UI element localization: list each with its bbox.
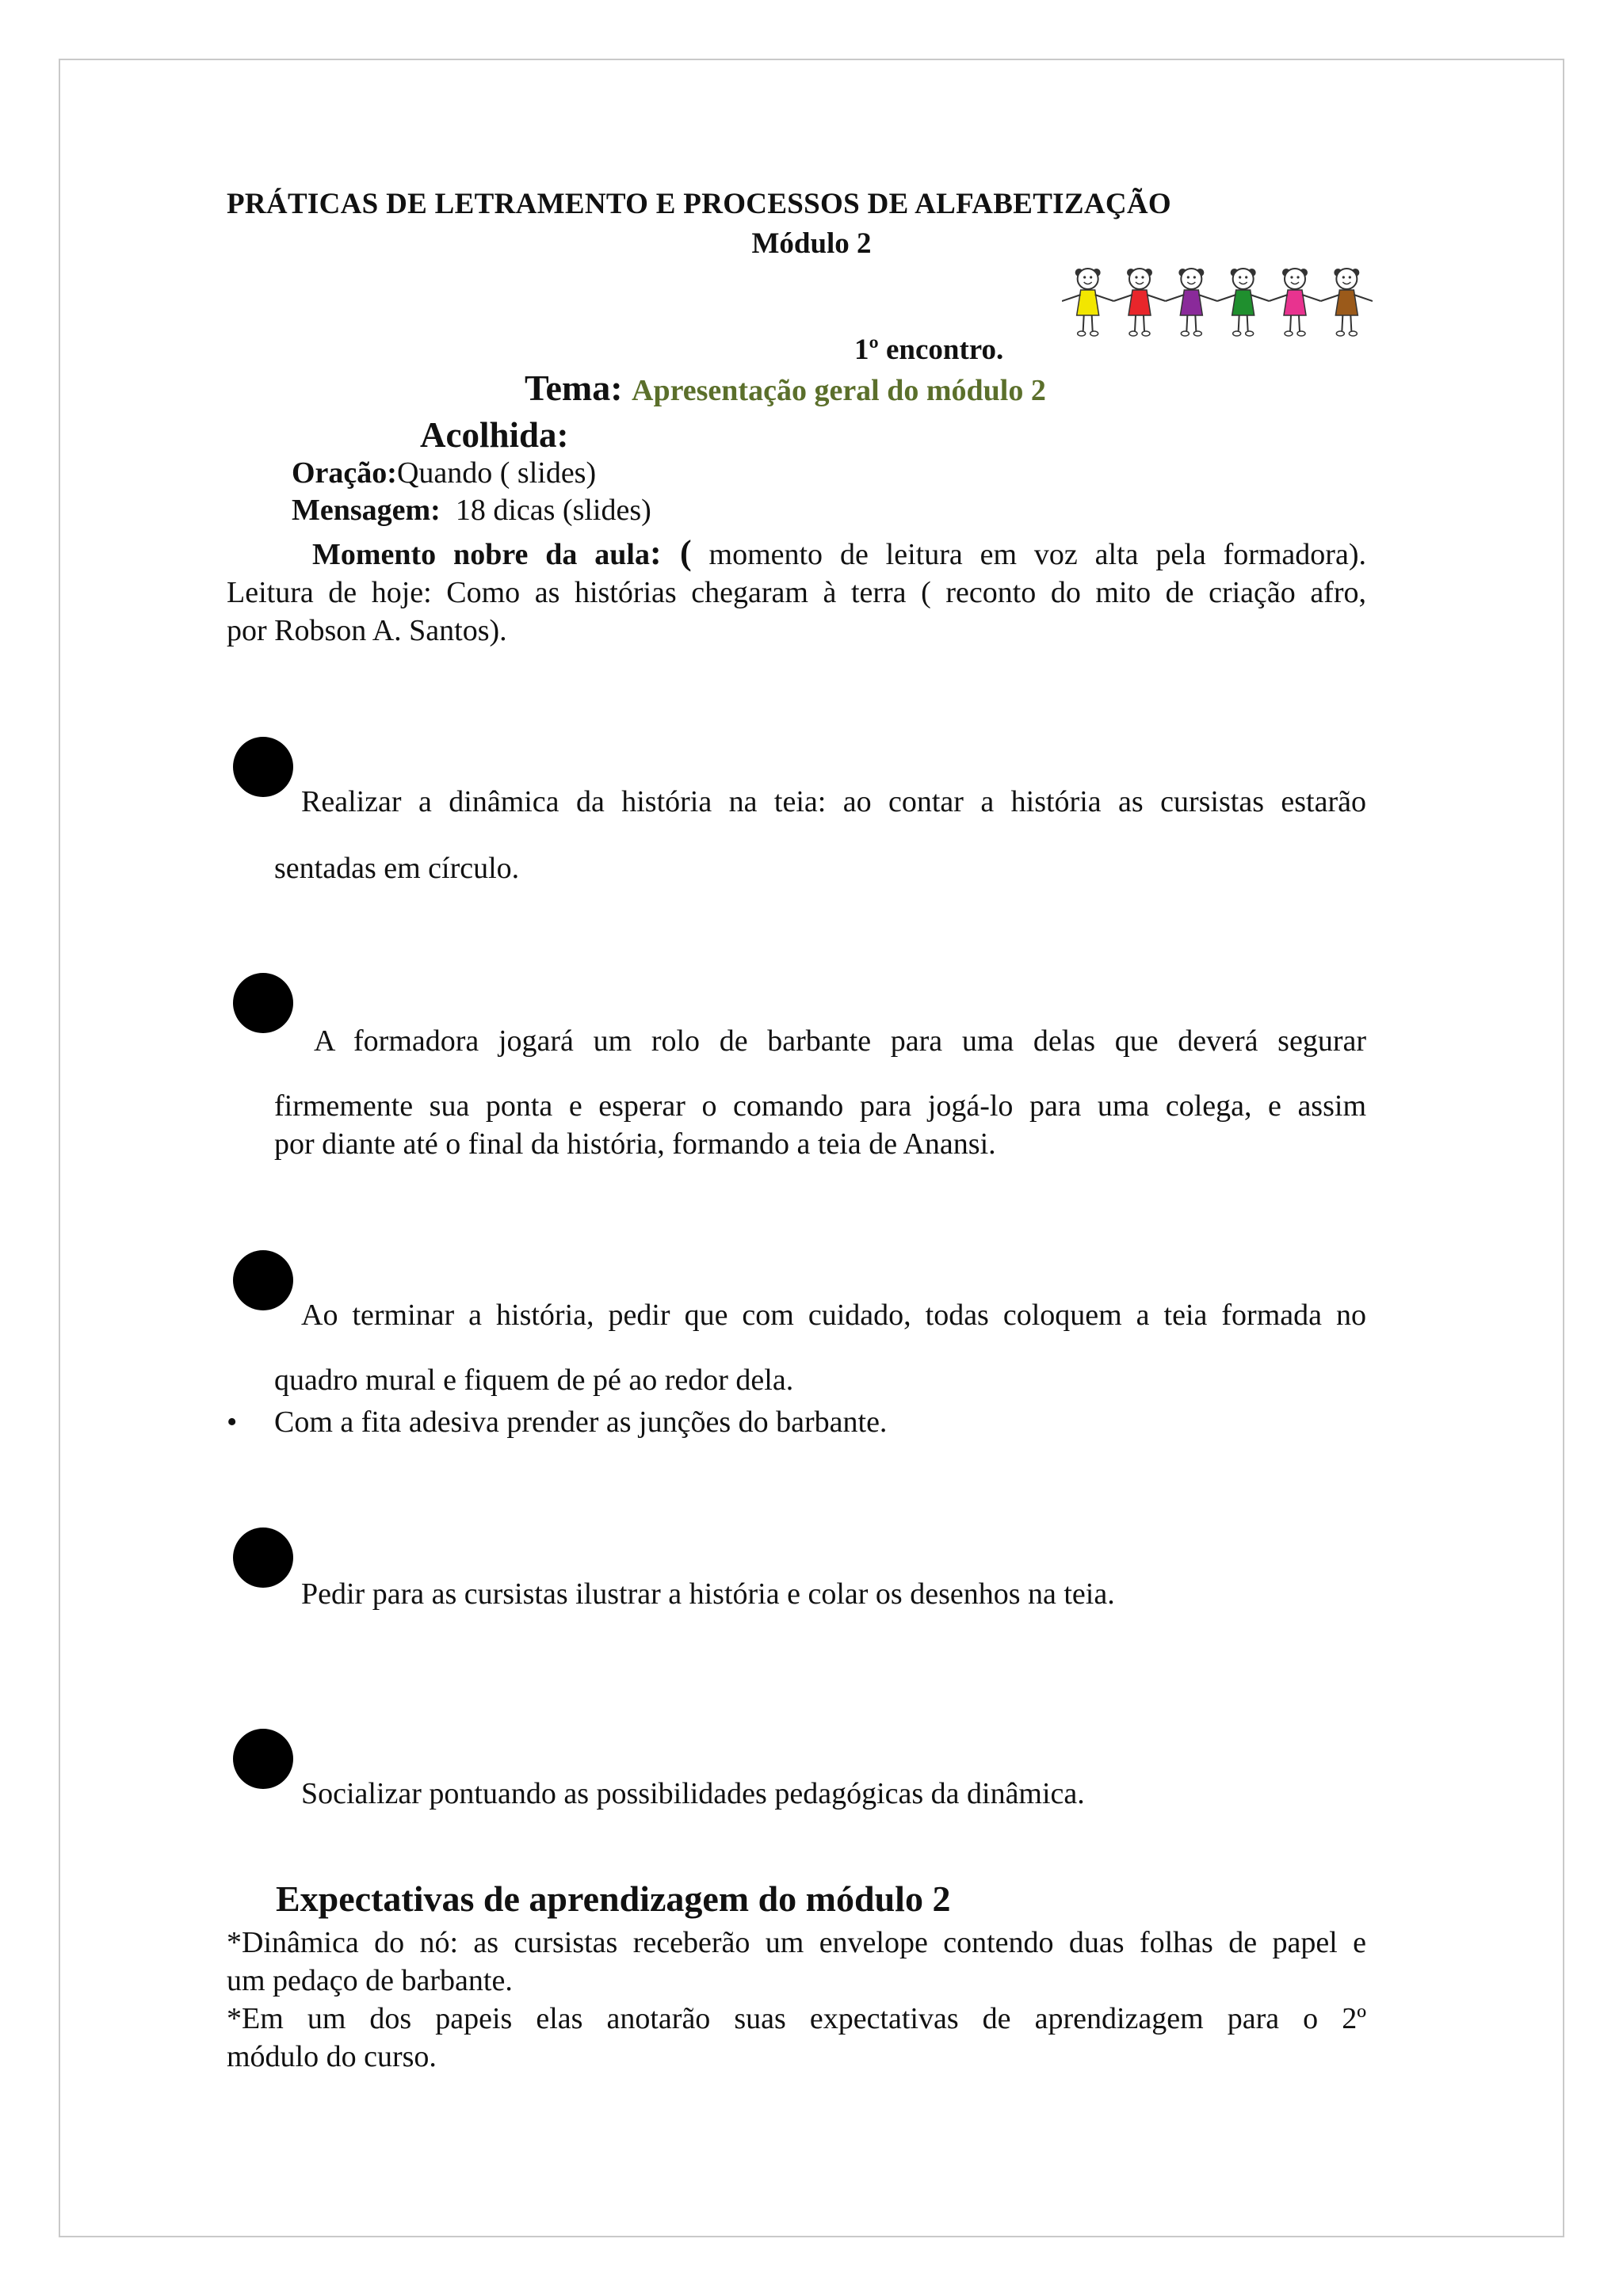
list-item-line: quadro mural e fiquem de pé ao redor dela. — [274, 1363, 794, 1397]
oracao-line — [292, 456, 596, 490]
momento-line3: por Robson A. Santos). — [227, 614, 507, 647]
encounter-label: 1º encontro. — [854, 334, 1004, 366]
expectativas-line: *Em um dos papeis elas anotarão suas expectativas de aprendizagem para o 2º — [227, 2002, 1366, 2035]
document-title: PRÁTICAS DE LETRAMENTO E PROCESSOS DE ALFABETIZAÇÃO — [227, 188, 1172, 220]
list-item — [274, 1296, 1366, 1399]
list-item-line: A formadora jogará um rolo de barbante para uma delas que deverá segurar — [314, 1024, 1366, 1058]
momento-paragraph — [227, 534, 1366, 650]
sub-bullet — [227, 1405, 237, 1440]
expectativas-line: módulo do curso. — [227, 2040, 437, 2073]
tema-line — [525, 367, 1046, 409]
momento-label: Momento nobre da aula — [312, 538, 650, 571]
list-item — [274, 1775, 1366, 1813]
expectativas-heading: Expectativas de aprendizagem do módulo 2 — [276, 1878, 951, 1919]
expectativas-paragraph — [227, 1924, 1366, 2076]
list-item-line: Pedir para as cursistas ilustrar a história e colar os desenhos na teia. — [301, 1577, 1115, 1611]
list-item-line: por diante até o final da história, formando a teia de Anansi. — [274, 1127, 996, 1161]
list-item-line: sentadas em círculo. — [274, 852, 520, 885]
list-item — [274, 783, 1366, 887]
list-item-line: Ao terminar a história, pedir que com cuidado, todas coloquem a teia formada no — [301, 1299, 1366, 1332]
sub-bullet-text: Com a fita adesiva prender as junções do barbante. — [274, 1405, 888, 1439]
list-item — [274, 1022, 1366, 1163]
oracao-value: Quando ( slides) — [396, 456, 597, 490]
tema-label: Tema: — [525, 368, 623, 408]
momento-colon: : ( — [649, 533, 692, 572]
tema-value: Apresentação geral do módulo 2 — [632, 374, 1046, 407]
expectativas-line: um pedaço de barbante. — [227, 1964, 513, 1997]
expectativas-line: *Dinâmica do nó: as cursistas receberão um envelope contendo duas folhas de papel e — [227, 1926, 1366, 1959]
momento-line2: Leitura de hoje: Como as histórias chegaram à terra ( reconto do mito de criação afro, — [227, 576, 1366, 609]
sub-bullet-marker: • — [227, 1405, 238, 1439]
list-item-line: Socializar pontuando as possibilidades pedagógicas da dinâmica. — [301, 1777, 1085, 1810]
module-subtitle: Módulo 2 — [751, 227, 872, 260]
children-holding-hands-icon — [1062, 261, 1373, 341]
oracao-label: Oração: — [292, 456, 397, 490]
mensagem-value: 18 dicas (slides) — [455, 494, 651, 527]
mensagem-label: Mensagem: — [292, 494, 441, 527]
mensagem-line — [292, 493, 651, 528]
momento-rest: momento de leitura em voz alta pela formadora). — [691, 538, 1366, 571]
list-item-line: firmemente sua ponta e esperar o comando para jogá-lo para uma colega, e assim — [274, 1089, 1366, 1123]
list-item — [274, 1575, 1366, 1613]
list-item-line: Realizar a dinâmica da história na teia: ao contar a história as cursistas estarão — [301, 785, 1366, 818]
acolhida-heading: Acolhida: — [420, 415, 569, 455]
